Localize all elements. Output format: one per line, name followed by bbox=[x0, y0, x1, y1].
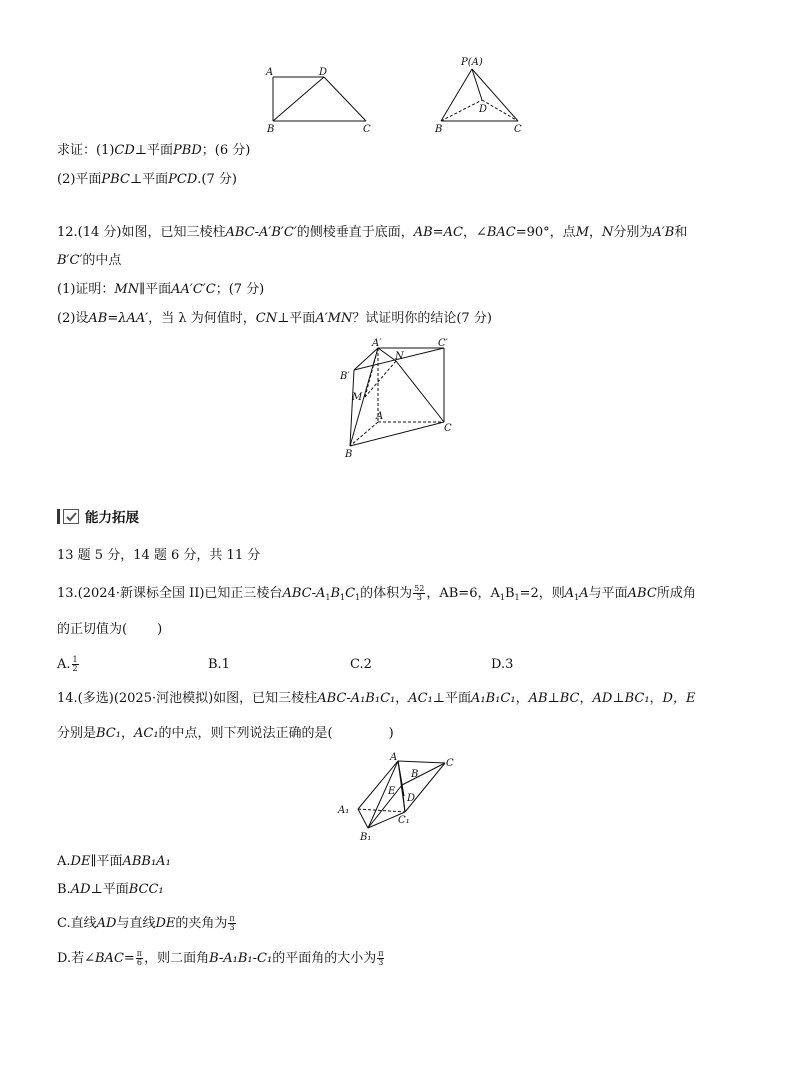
q12-l1-90: =90°，点 bbox=[515, 225, 576, 240]
q12-fig-label-b: B bbox=[345, 449, 353, 460]
prism-figure-q14 bbox=[334, 750, 460, 846]
q14-l1-sep4: ， bbox=[649, 691, 663, 706]
q14-opt-d-mid: ，则二面角 bbox=[144, 951, 210, 966]
q14-opt-c-num: π bbox=[229, 914, 235, 923]
q14-fig-label-d: D bbox=[407, 793, 416, 804]
q13-l1-eq2: =2，则 bbox=[519, 586, 565, 601]
fig2-label-pa: P(A) bbox=[461, 57, 483, 68]
q14-opt-a-plane: ABB₁A₁ bbox=[122, 854, 171, 869]
q12-l2-bc: B′C′ bbox=[57, 253, 83, 268]
q14-opt-b-label: B. bbox=[57, 882, 71, 897]
q14-line-1 bbox=[57, 690, 695, 708]
q13-l1-a1a-sub: 1 bbox=[574, 593, 580, 602]
q12-l1-mid: 的侧棱垂直于底面， bbox=[296, 225, 414, 240]
q12-line-4 bbox=[57, 310, 492, 328]
q13-l1-abc: ABC bbox=[627, 586, 657, 601]
trapezoid-figure bbox=[262, 62, 382, 138]
q14-opt-d-fraction2 bbox=[377, 950, 384, 967]
q11-l2-a: PBC bbox=[101, 172, 130, 187]
q12-l4-mid: ，当 λ 为何值时， bbox=[148, 311, 256, 326]
q12-l1-prefix: 12.(14 分)如图，已知三棱柱 bbox=[57, 225, 226, 240]
q12-fig-label-a: A bbox=[376, 411, 384, 422]
q14-opt-d-den: 6 bbox=[136, 958, 142, 967]
q11-l2-c: PCD bbox=[168, 172, 198, 187]
q14-option-c[interactable] bbox=[57, 915, 237, 933]
q12-l4-plane: A′MN bbox=[315, 311, 353, 326]
q14-opt-d-angle: B-A₁B₁-C₁ bbox=[209, 951, 273, 966]
q14-l1-ac1: AC₁ bbox=[408, 691, 433, 706]
q12-l2-rest: 的中点 bbox=[82, 253, 122, 268]
fig1-label-d: D bbox=[319, 67, 328, 78]
q12-l1-n: N bbox=[602, 225, 614, 240]
q13-l1-sub1: 1 bbox=[325, 593, 331, 602]
q14-l1-prefix: 14.(多选)(2025·河池模拟)如图，已知三棱柱 bbox=[57, 691, 318, 706]
q14-opt-d-num: π bbox=[136, 949, 143, 958]
q13-l1-sub2: 1 bbox=[340, 593, 346, 602]
q13-l1-prefix: 13.(2024·新课标全国 II)已知正三棱台 bbox=[57, 586, 283, 601]
q14-l2-bc1: BC₁ bbox=[96, 726, 121, 741]
q11-l2-b: ⊥平面 bbox=[129, 172, 169, 187]
q14-l1-sep2: ， bbox=[515, 691, 529, 706]
q14-option-b[interactable] bbox=[57, 881, 164, 899]
q13-volume-fraction bbox=[413, 585, 425, 602]
scoring-line: 13 题 5 分，14 题 6 分，共 11 分 bbox=[57, 548, 261, 563]
q14-opt-d-prefix: D.若∠ bbox=[57, 951, 95, 966]
section-header bbox=[57, 506, 139, 526]
q14-l2-prefix: 分别是 bbox=[57, 726, 97, 741]
q12-l1-comma: ， bbox=[589, 225, 603, 240]
q12-l3-prefix: (1)证明： bbox=[57, 282, 115, 297]
q12-l1-bac: BAC bbox=[486, 225, 516, 240]
q12-l1-and: 和 bbox=[674, 225, 688, 240]
q14-opt-a-label: A. bbox=[57, 854, 71, 869]
q14-opt-c-fraction bbox=[228, 915, 235, 932]
q14-opt-c-de: DE bbox=[155, 916, 176, 931]
q14-l1-sep3: ， bbox=[579, 691, 593, 706]
q13-frac-num: 52 bbox=[414, 584, 425, 593]
q11-l2-suffix: .(7 分) bbox=[197, 172, 237, 187]
q13-option-b[interactable]: B.1 bbox=[208, 657, 230, 672]
q14-l1-ab: AB bbox=[528, 691, 548, 706]
q14-fig-label-a: A bbox=[390, 752, 398, 763]
q13-opt-a-den: 2 bbox=[72, 664, 78, 673]
q14-opt-d-bac: BAC bbox=[95, 951, 124, 966]
q13-l1-ab: ，AB=6，A bbox=[426, 586, 500, 601]
checkmark-icon bbox=[63, 509, 79, 524]
q14-opt-b-mid: ⊥平面 bbox=[90, 882, 129, 897]
fig1-label-a: A bbox=[266, 67, 274, 78]
q13-opt-a-fraction bbox=[72, 656, 79, 673]
section-title: 能力拓展 bbox=[85, 510, 139, 526]
q13-l1-b1-sub: 1 bbox=[514, 593, 520, 602]
q14-l1-plane: A₁B₁C₁ bbox=[471, 691, 516, 706]
q14-fig-label-e: E bbox=[388, 786, 396, 797]
q14-l2-close: ) bbox=[388, 726, 394, 741]
q12-line-1 bbox=[57, 224, 687, 242]
q14-l1-perp: ⊥平面 bbox=[432, 691, 472, 706]
q13-l1-a1a: A bbox=[564, 586, 575, 601]
q12-l1-end: 分别为 bbox=[613, 225, 653, 240]
q14-opt-b-plane: BCC₁ bbox=[128, 882, 164, 897]
q13-opt-a-label: A. bbox=[57, 657, 71, 672]
q12-fig-label-b1: B′ bbox=[340, 371, 350, 382]
q14-l1-bc: BC bbox=[559, 691, 580, 706]
q12-fig-label-n: N bbox=[395, 351, 404, 362]
q14-opt-d-den2: 3 bbox=[378, 958, 384, 967]
q14-opt-c-prefix: C.直线 bbox=[57, 916, 97, 931]
q14-opt-c-ad: AD bbox=[96, 916, 117, 931]
q12-l4-perp: ⊥平面 bbox=[277, 311, 316, 326]
q14-fig-label-b1: B₁ bbox=[360, 832, 372, 843]
q14-l1-de: D，E bbox=[662, 691, 696, 706]
q12-l1-ab: A′B bbox=[652, 225, 675, 240]
fig1-label-c: C bbox=[363, 124, 371, 135]
q14-opt-c-den: 3 bbox=[229, 923, 235, 932]
q14-option-d[interactable] bbox=[57, 950, 385, 968]
q12-line-3 bbox=[57, 281, 264, 299]
q14-l1-perp2: ⊥ bbox=[547, 691, 560, 706]
q13-l2-close: ) bbox=[157, 622, 163, 637]
q14-opt-d-eq: = bbox=[123, 951, 135, 966]
q14-option-a[interactable] bbox=[57, 853, 171, 871]
q14-opt-d-fraction1 bbox=[136, 950, 143, 967]
q11-line-2 bbox=[57, 171, 237, 189]
pyramid-figure bbox=[430, 54, 530, 136]
q13-l1-plane: 与平面 bbox=[588, 586, 628, 601]
q12-l4-suffix: ？试证明你的结论(7 分) bbox=[352, 311, 492, 326]
q14-opt-a-mid: ∥平面 bbox=[90, 854, 123, 869]
q13-option-a[interactable] bbox=[57, 656, 80, 674]
q14-fig-label-c: C bbox=[446, 758, 454, 769]
q14-l1-bc1: BC₁ bbox=[624, 691, 650, 706]
q13-l1-b1: B bbox=[504, 586, 515, 601]
prism-figure-q12 bbox=[336, 336, 458, 462]
q14-fig-label-a1: A₁ bbox=[338, 805, 350, 816]
q11-l2-prefix: (2)平面 bbox=[57, 172, 102, 187]
q13-l2: 的正切值为( bbox=[57, 622, 128, 637]
q13-frac-den: 3 bbox=[416, 593, 422, 602]
q12-l1-angle: ，∠ bbox=[462, 225, 487, 240]
q13-l1-a1a-end: A bbox=[579, 586, 589, 601]
q12-l1-prism: ABC-A′B′C′ bbox=[225, 225, 297, 240]
fig2-label-b: B bbox=[435, 124, 443, 135]
q14-l2-rest: 的中点，则下列说法正确的是( bbox=[158, 726, 333, 741]
fig2-label-c: C bbox=[514, 124, 522, 135]
q12-l1-m: M bbox=[575, 225, 589, 240]
fig2-label-d: D bbox=[479, 104, 488, 115]
q13-opt-a-num: 1 bbox=[72, 655, 78, 664]
q14-l2-sep: ， bbox=[120, 726, 134, 741]
q13-l1-sub3: 1 bbox=[355, 593, 361, 602]
q11-line-1 bbox=[57, 142, 250, 160]
fig1-label-b: B bbox=[267, 124, 275, 135]
q14-l1-prism: ABC-A₁B₁C₁ bbox=[317, 691, 396, 706]
q13-l1-c: C bbox=[345, 586, 356, 601]
q13-l1-prism: ABC-A bbox=[282, 586, 326, 601]
q12-l4-eq: AB=λAA′ bbox=[88, 311, 149, 326]
q12-l3-mn: MN bbox=[114, 282, 140, 297]
q14-fig-label-b: B bbox=[411, 769, 419, 780]
q11-l1-prefix: 求证：(1) bbox=[57, 143, 115, 158]
q13-option-c[interactable]: C.2 bbox=[350, 657, 372, 672]
q14-opt-d-num2: π bbox=[378, 949, 384, 958]
section-bar bbox=[57, 509, 60, 524]
q14-l1-sep1: ， bbox=[395, 691, 409, 706]
q14-opt-a-de: DE bbox=[70, 854, 91, 869]
q14-l1-perp3: ⊥ bbox=[612, 691, 625, 706]
q12-l4-prefix: (2)设 bbox=[57, 311, 89, 326]
q11-l1-a: CD bbox=[114, 143, 135, 158]
q14-l2-ac1: AC₁ bbox=[133, 726, 159, 741]
q12-l4-cn: CN bbox=[255, 311, 278, 326]
q12-fig-label-c: C bbox=[444, 423, 452, 434]
q11-l1-b: ⊥平面 bbox=[134, 143, 174, 158]
q14-opt-b-ad: AD bbox=[70, 882, 91, 897]
q13-l1-end: 所成角 bbox=[656, 586, 696, 601]
q12-l3-mid: ∥平面 bbox=[139, 282, 172, 297]
q13-line-2 bbox=[57, 621, 162, 639]
q13-line-1 bbox=[57, 585, 696, 603]
q14-l1-ad: AD bbox=[592, 691, 613, 706]
q14-opt-d-end: 的平面角的大小为 bbox=[272, 951, 377, 966]
q13-l1-b: B bbox=[330, 586, 341, 601]
q12-fig-label-a1: A′ bbox=[372, 338, 382, 349]
q11-l1-c: PBD bbox=[173, 143, 202, 158]
q14-opt-c-end: 的夹角为 bbox=[175, 916, 228, 931]
q12-fig-label-m: M bbox=[352, 392, 363, 403]
q12-l1-eq1: AB=AC bbox=[413, 225, 463, 240]
q12-l3-suffix: ；(7 分) bbox=[215, 282, 265, 297]
q12-line-2 bbox=[57, 252, 121, 270]
q12-l3-plane: AA′C′C bbox=[171, 282, 216, 297]
q12-fig-label-c1: C′ bbox=[438, 338, 448, 349]
q13-option-d[interactable]: D.3 bbox=[491, 657, 514, 672]
q13-l1-ab-sub: 1 bbox=[499, 593, 505, 602]
q13-l1-vol: 的体积为 bbox=[360, 586, 413, 601]
q14-opt-c-mid: 与直线 bbox=[116, 916, 156, 931]
q14-line-2 bbox=[57, 725, 394, 743]
q14-fig-label-c1: C₁ bbox=[398, 815, 410, 826]
q11-l1-suffix: ；(6 分) bbox=[201, 143, 251, 158]
